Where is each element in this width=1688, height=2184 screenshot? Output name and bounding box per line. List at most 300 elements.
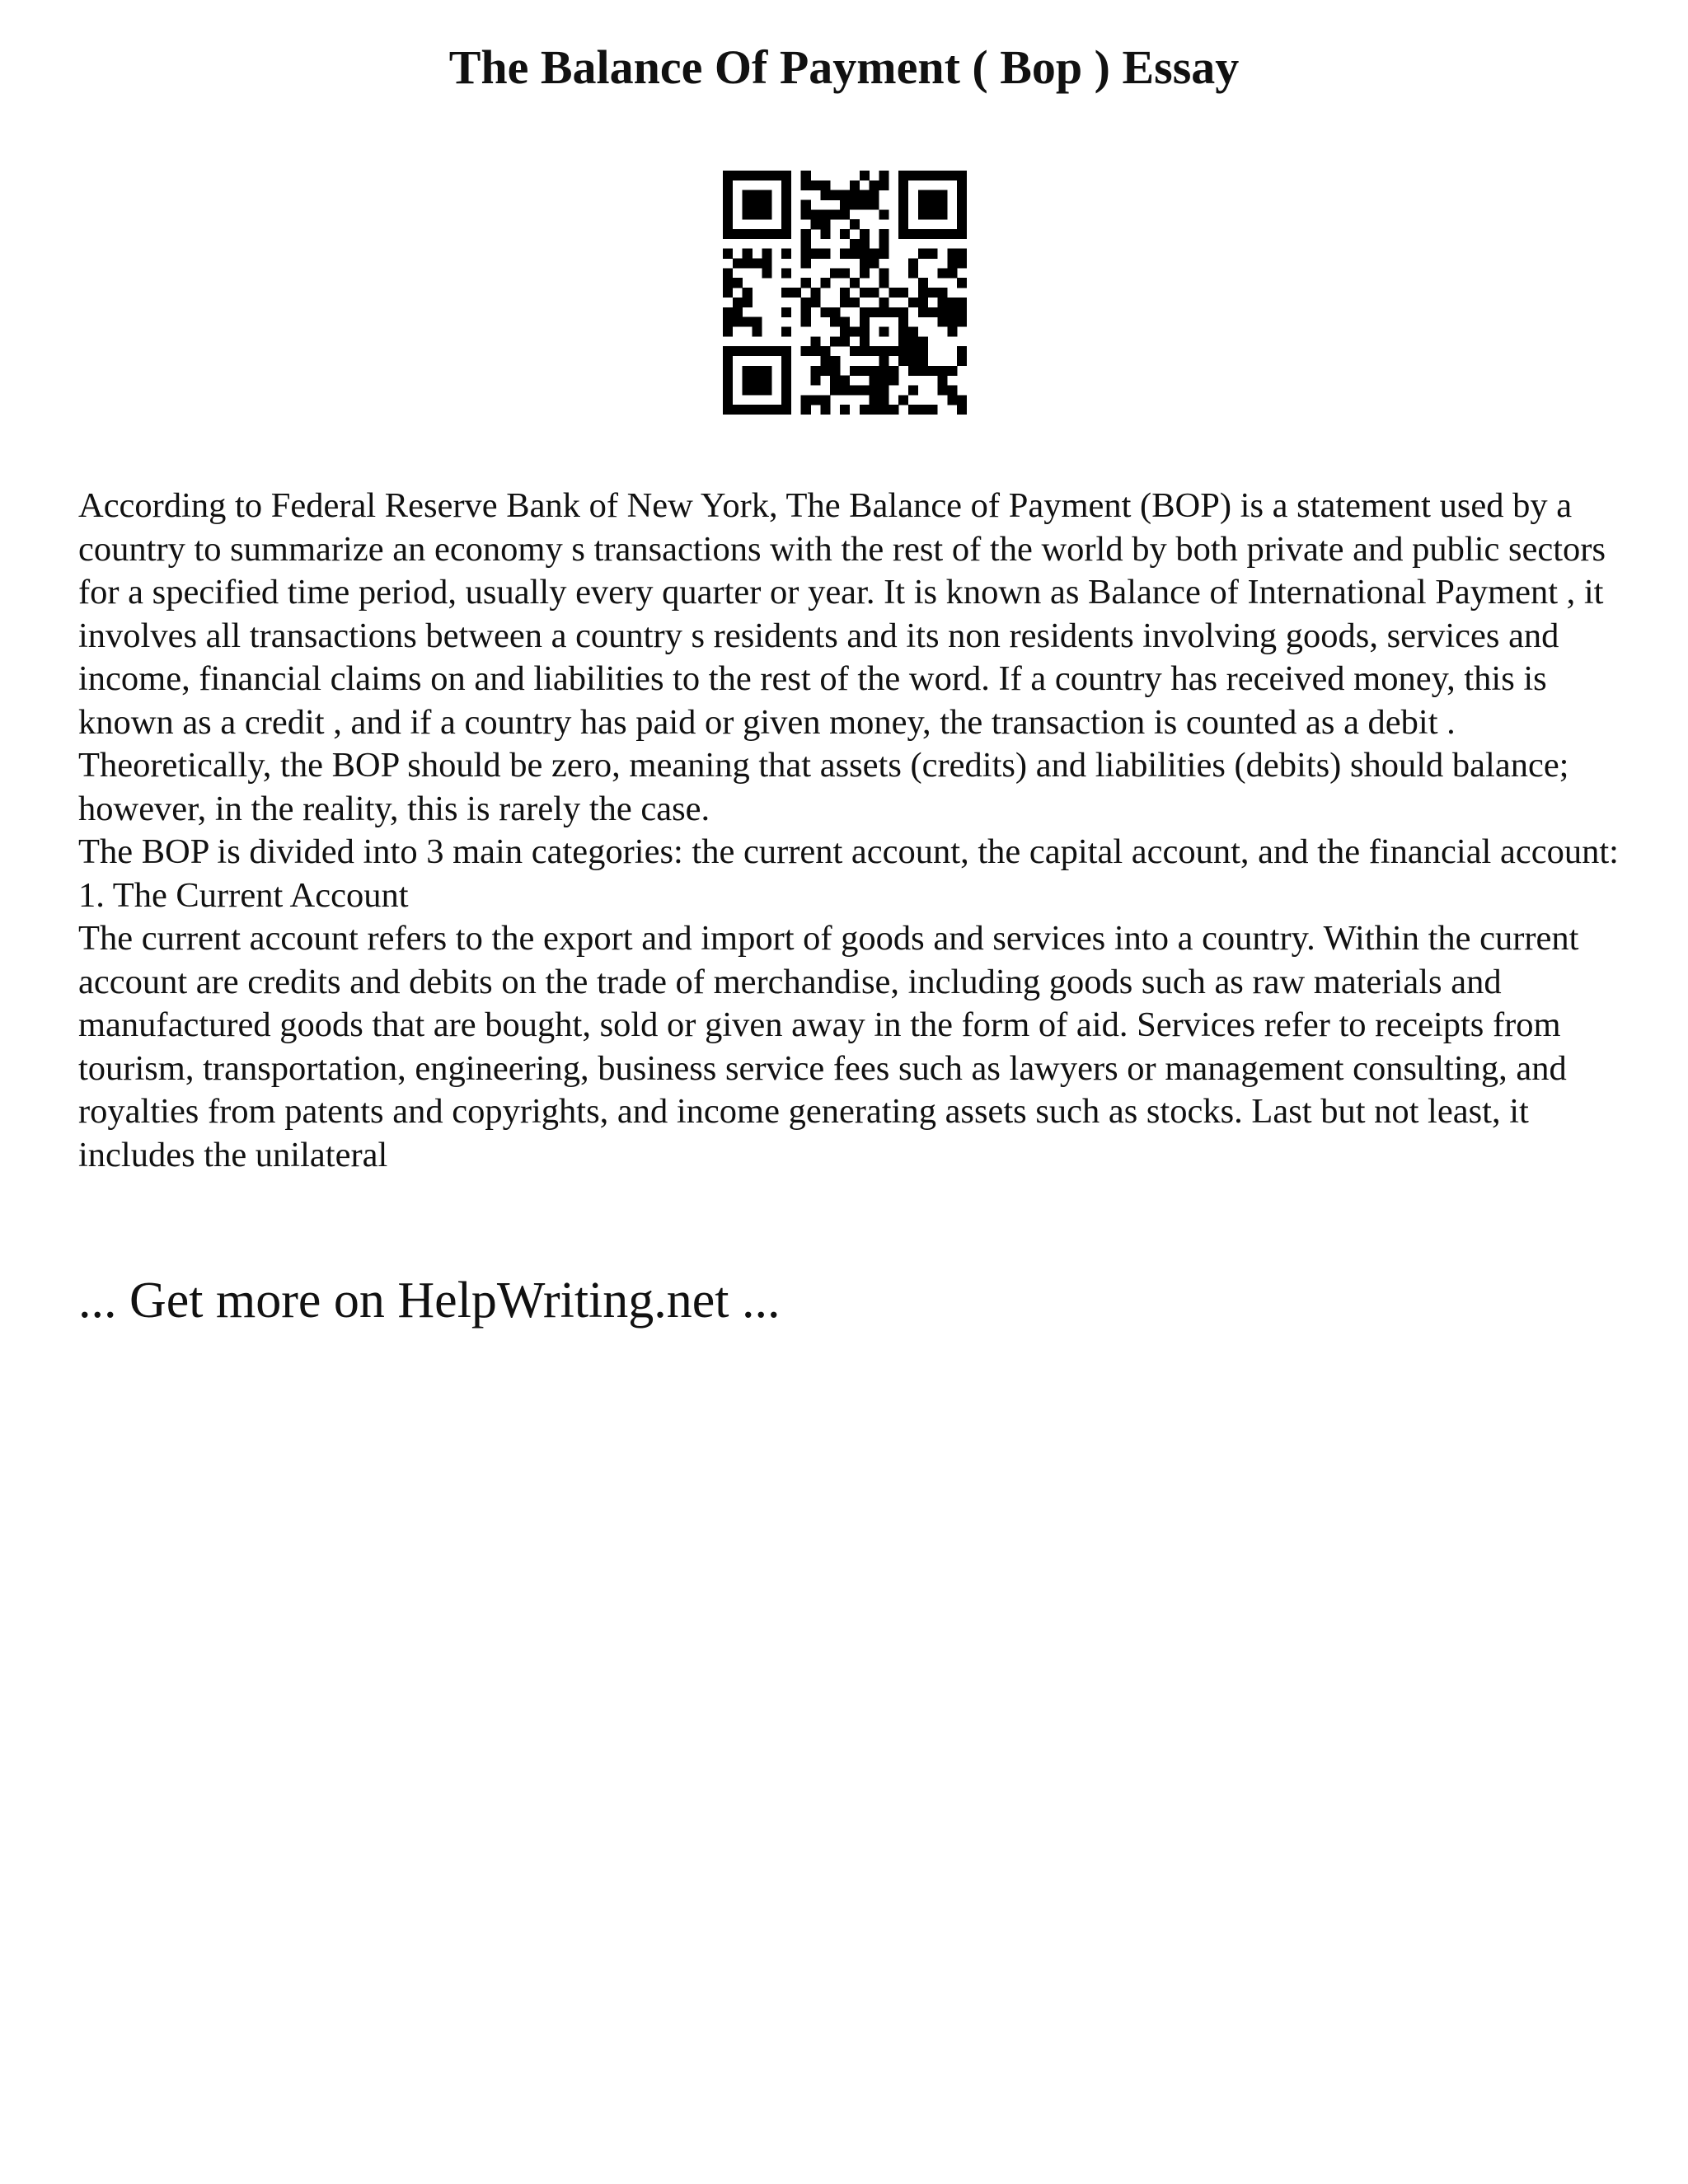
qr-module [898,307,908,317]
qr-module [870,405,879,415]
qr-module [762,249,771,259]
qr-module [753,405,762,415]
qr-module [753,366,762,376]
qr-module [743,209,753,219]
qr-module [733,346,743,356]
section-heading-current-account: 1. The Current Account [78,875,409,915]
qr-module [898,200,908,210]
qr-module [928,200,938,210]
qr-module [781,209,791,219]
qr-module [870,288,879,298]
qr-module [850,249,860,259]
qr-module [723,376,733,386]
qr-module [762,229,771,239]
qr-module [743,190,753,200]
qr-module [947,307,957,317]
qr-module [801,346,811,356]
qr-module [928,171,938,180]
qr-module [889,405,898,415]
qr-module [723,249,733,259]
qr-module [870,249,879,259]
qr-module [957,209,967,219]
qr-module [743,317,753,327]
qr-module [889,346,898,356]
qr-module [830,317,840,327]
qr-module [918,200,928,210]
qr-module [918,190,928,200]
qr-module [753,200,762,210]
qr-module [898,171,908,180]
qr-module [762,209,771,219]
qr-module [830,366,840,376]
qr-module [811,366,821,376]
paragraph-current-account: The current account refers to the export and import of goods and services into a country. Within the current account are credits and debits on the trade of merchandise, including goods such as raw materials and manufactured goods that are bought, sold or given away in the form of aid. Services refer to receipts from tourism, transportation, engineering, business service fees such as lawyers or management consulting, and royalties from patents and copyrights, and income generating assets such as stocks. Last but not least, it includes the unilateral [78,919,1579,1174]
qr-module [879,278,889,288]
qr-module [723,171,733,180]
qr-module [908,336,918,346]
qr-module [753,229,762,239]
qr-module [937,366,947,376]
qr-module [801,200,811,210]
qr-module [733,259,743,269]
qr-module [811,346,821,356]
qr-module [870,346,879,356]
qr-module [879,298,889,307]
qr-module [762,190,771,200]
qr-module [733,298,743,307]
qr-module [820,229,830,239]
qr-module [753,171,762,180]
qr-module [811,180,821,190]
qr-module [879,307,889,317]
qr-module [820,346,830,356]
qr-module [801,239,811,249]
qr-module [898,219,908,229]
qr-module [937,385,947,395]
qr-module [937,307,947,317]
qr-module [830,376,840,386]
qr-module [762,171,771,180]
qr-module [928,190,938,200]
qr-module [753,326,762,336]
qr-module [801,307,811,317]
qr-module [811,395,821,405]
qr-module [947,259,957,269]
qr-module [743,405,753,415]
qr-module [860,288,870,298]
qr-module [957,200,967,210]
qr-module [957,356,967,366]
qr-module [840,317,850,327]
qr-module [762,259,771,269]
qr-code-graphic [723,171,967,415]
qr-module [908,356,918,366]
qr-module [879,268,889,278]
qr-module [957,249,967,259]
qr-module [908,171,918,180]
qr-module [860,229,870,239]
qr-module [733,278,743,288]
qr-module [762,385,771,395]
qr-module [860,268,870,278]
qr-module [801,229,811,239]
qr-module [937,190,947,200]
qr-module [918,336,928,346]
qr-module [811,249,821,259]
qr-module [801,278,811,288]
qr-module [918,298,928,307]
qr-module [947,317,957,327]
qr-module [937,200,947,210]
qr-module [937,268,947,278]
qr-module [762,268,771,278]
qr-module [937,229,947,239]
qr-module [743,376,753,386]
qr-module [908,268,918,278]
qr-module [723,317,733,327]
qr-module [957,405,967,415]
qr-module [918,288,928,298]
qr-module [723,180,733,190]
qr-module [781,171,791,180]
qr-module [850,366,860,376]
qr-module [879,171,889,180]
qr-module [830,209,840,219]
qr-module [918,346,928,356]
qr-module [870,385,879,395]
qr-module [723,307,733,317]
qr-module [771,346,781,356]
qr-module [898,209,908,219]
qr-module [811,209,821,219]
qr-module [860,336,870,346]
qr-module [957,317,967,327]
qr-module [723,288,733,298]
qr-module [850,200,860,210]
qr-module [860,249,870,259]
qr-module [898,229,908,239]
qr-module [928,209,938,219]
qr-module [957,395,967,405]
qr-module [830,356,840,366]
qr-module [840,326,850,336]
qr-module [743,288,753,298]
qr-module [753,376,762,386]
paragraph-intro: According to Federal Reserve Bank of New York, The Balance of Payment (BOP) is a statement used by a country to summarize an economy s transactions with the rest of the world by both private and public sectors for a specified time period, usually every quarter or year. It is known as Balance of International Payment , it involves all transactions between a country s residents and its non residents involving goods, services and income, financial claims on and liabilities to the rest of the word. If a country has received money, this is known as a credit , and if a country has paid or given money, the transaction is counted as a debit . Theoretically, the BOP should be zero, meaning that assets (credits) and liabilities (debits) should balance; however, in the reality, this is rarely the case. [78,486,1606,828]
qr-module [781,356,791,366]
qr-module [753,317,762,327]
qr-module [870,307,879,317]
qr-module [870,259,879,269]
qr-module [840,209,850,219]
qr-module [801,405,811,415]
qr-module [947,171,957,180]
page-title: The Balance Of Payment ( Bop ) Essay [448,40,1240,94]
qr-module [860,259,870,269]
qr-module [743,346,753,356]
qr-module [743,259,753,269]
qr-module [791,288,801,298]
qr-module [908,259,918,269]
paragraph-categories: The BOP is divided into 3 main categories: the current account, the capital account, and the financial account: [78,832,1619,871]
qr-module [723,209,733,219]
qr-module [733,307,743,317]
qr-module [850,180,860,190]
qr-module [937,376,947,386]
qr-module [723,268,733,278]
qr-module [820,278,830,288]
qr-module [908,405,918,415]
qr-module [801,249,811,259]
qr-module [830,385,840,395]
qr-module [840,298,850,307]
qr-module [723,229,733,239]
qr-module [771,229,781,239]
qr-module [898,326,908,336]
qr-module [957,298,967,307]
qr-module [762,376,771,386]
qr-module [860,385,870,395]
qr-module [889,366,898,376]
qr-module [743,229,753,239]
qr-module [762,346,771,356]
qr-module [918,278,928,288]
qr-module [820,190,830,200]
qr-module [879,405,889,415]
qr-module [879,209,889,219]
get-more-link[interactable]: ... Get more on HelpWriting.net ... [78,1272,781,1329]
qr-module [850,278,860,288]
qr-module [723,385,733,395]
qr-module [743,249,753,259]
qr-module [781,219,791,229]
qr-module [811,298,821,307]
qr-module [723,200,733,210]
qr-module [908,366,918,376]
qr-module [947,249,957,259]
qr-module [908,346,918,356]
qr-module [781,326,791,336]
qr-module [879,249,889,259]
qr-module [840,288,850,298]
qr-module [870,376,879,386]
qr-module [781,190,791,200]
qr-module [801,180,811,190]
qr-module [723,395,733,405]
qr-module [957,219,967,229]
qr-module [723,405,733,415]
qr-module [879,346,889,356]
qr-module [811,288,821,298]
qr-module [918,229,928,239]
qr-module [860,326,870,336]
qr-module [947,298,957,307]
qr-module [870,200,879,210]
qr-module [937,298,947,307]
qr-module [840,268,850,278]
qr-module [918,307,928,317]
qr-module [947,326,957,336]
qr-module [840,249,850,259]
qr-module [937,171,947,180]
qr-module [811,219,821,229]
qr-module [860,366,870,376]
qr-module [879,229,889,239]
qr-module [820,395,830,405]
qr-module [937,317,947,327]
qr-module [908,229,918,239]
qr-module [870,180,879,190]
qr-module [898,190,908,200]
qr-module [781,366,791,376]
qr-module [947,229,957,239]
qr-module [811,336,821,346]
qr-module [801,209,811,219]
qr-module [723,278,733,288]
qr-module [898,288,908,298]
qr-module [723,366,733,376]
qr-module [898,356,908,366]
qr-module [879,356,889,366]
qr-module [918,171,928,180]
qr-module [830,307,840,317]
qr-module [743,171,753,180]
qr-module [753,385,762,395]
qr-module [820,180,830,190]
qr-module [918,209,928,219]
qr-module [753,190,762,200]
qr-module [860,239,870,249]
qr-module [781,376,791,386]
qr-module [840,376,850,386]
qr-module [801,259,811,269]
qr-module [870,366,879,376]
qr-module [850,219,860,229]
qr-module [928,249,938,259]
essay-body [78,485,1628,1177]
qr-module [947,385,957,395]
qr-module [898,336,908,346]
qr-module [781,307,791,317]
qr-module [820,209,830,219]
qr-module [781,229,791,239]
qr-module [753,209,762,219]
qr-module [928,366,938,376]
qr-module [879,395,889,405]
qr-module [928,288,938,298]
qr-module [860,346,870,356]
qr-module [723,346,733,356]
qr-module [762,366,771,376]
qr-module [753,259,762,269]
qr-module [928,405,938,415]
qr-module [733,317,743,327]
qr-module [879,180,889,190]
qr-module [840,385,850,395]
qr-module [753,346,762,356]
qr-module [830,190,840,200]
qr-module [840,336,850,346]
qr-module [908,326,918,336]
qr-module [743,298,753,307]
qr-module [957,307,967,317]
qr-module [860,171,870,180]
qr-module [850,385,860,395]
qr-module [850,239,860,249]
qr-module [918,356,928,366]
qr-module [820,249,830,259]
qr-module [811,376,821,386]
qr-module [879,385,889,395]
qr-module [743,385,753,395]
qr-module [801,171,811,180]
qr-module [781,200,791,210]
qr-module [860,307,870,317]
qr-module [781,385,791,395]
qr-module [860,190,870,200]
qr-module [840,405,850,415]
qr-module [771,171,781,180]
qr-module [957,259,967,269]
qr-module [928,307,938,317]
qr-module [937,209,947,219]
qr-module [781,405,791,415]
qr-module [733,229,743,239]
qr-module [762,405,771,415]
qr-module [889,307,898,317]
qr-module [957,278,967,288]
qr-module [860,317,870,327]
qr-module [840,200,850,210]
qr-module [947,366,957,376]
qr-module [850,190,860,200]
qr-module [820,307,830,317]
qr-module [850,298,860,307]
qr-module [743,366,753,376]
qr-module [820,356,830,366]
qr-module [781,268,791,278]
qr-module [820,219,830,229]
qr-module [908,298,918,307]
qr-module [957,180,967,190]
qr-module [879,376,889,386]
qr-module [830,268,840,278]
qr-module [840,229,850,239]
qr-module [840,190,850,200]
qr-module [771,405,781,415]
qr-module [879,366,889,376]
qr-code-icon [723,171,967,415]
qr-module [957,171,967,180]
qr-module [898,180,908,190]
qr-module [830,336,840,346]
qr-module [781,346,791,356]
qr-module [781,395,791,405]
qr-module [947,395,957,405]
qr-module [870,395,879,405]
qr-module [723,326,733,336]
qr-module [918,405,928,415]
qr-module [937,288,947,298]
qr-module [820,366,830,376]
qr-module [781,288,791,298]
qr-module [743,200,753,210]
qr-module [723,219,733,229]
qr-module [918,249,928,259]
qr-module [947,268,957,278]
qr-module [801,317,811,327]
qr-module [860,405,870,415]
